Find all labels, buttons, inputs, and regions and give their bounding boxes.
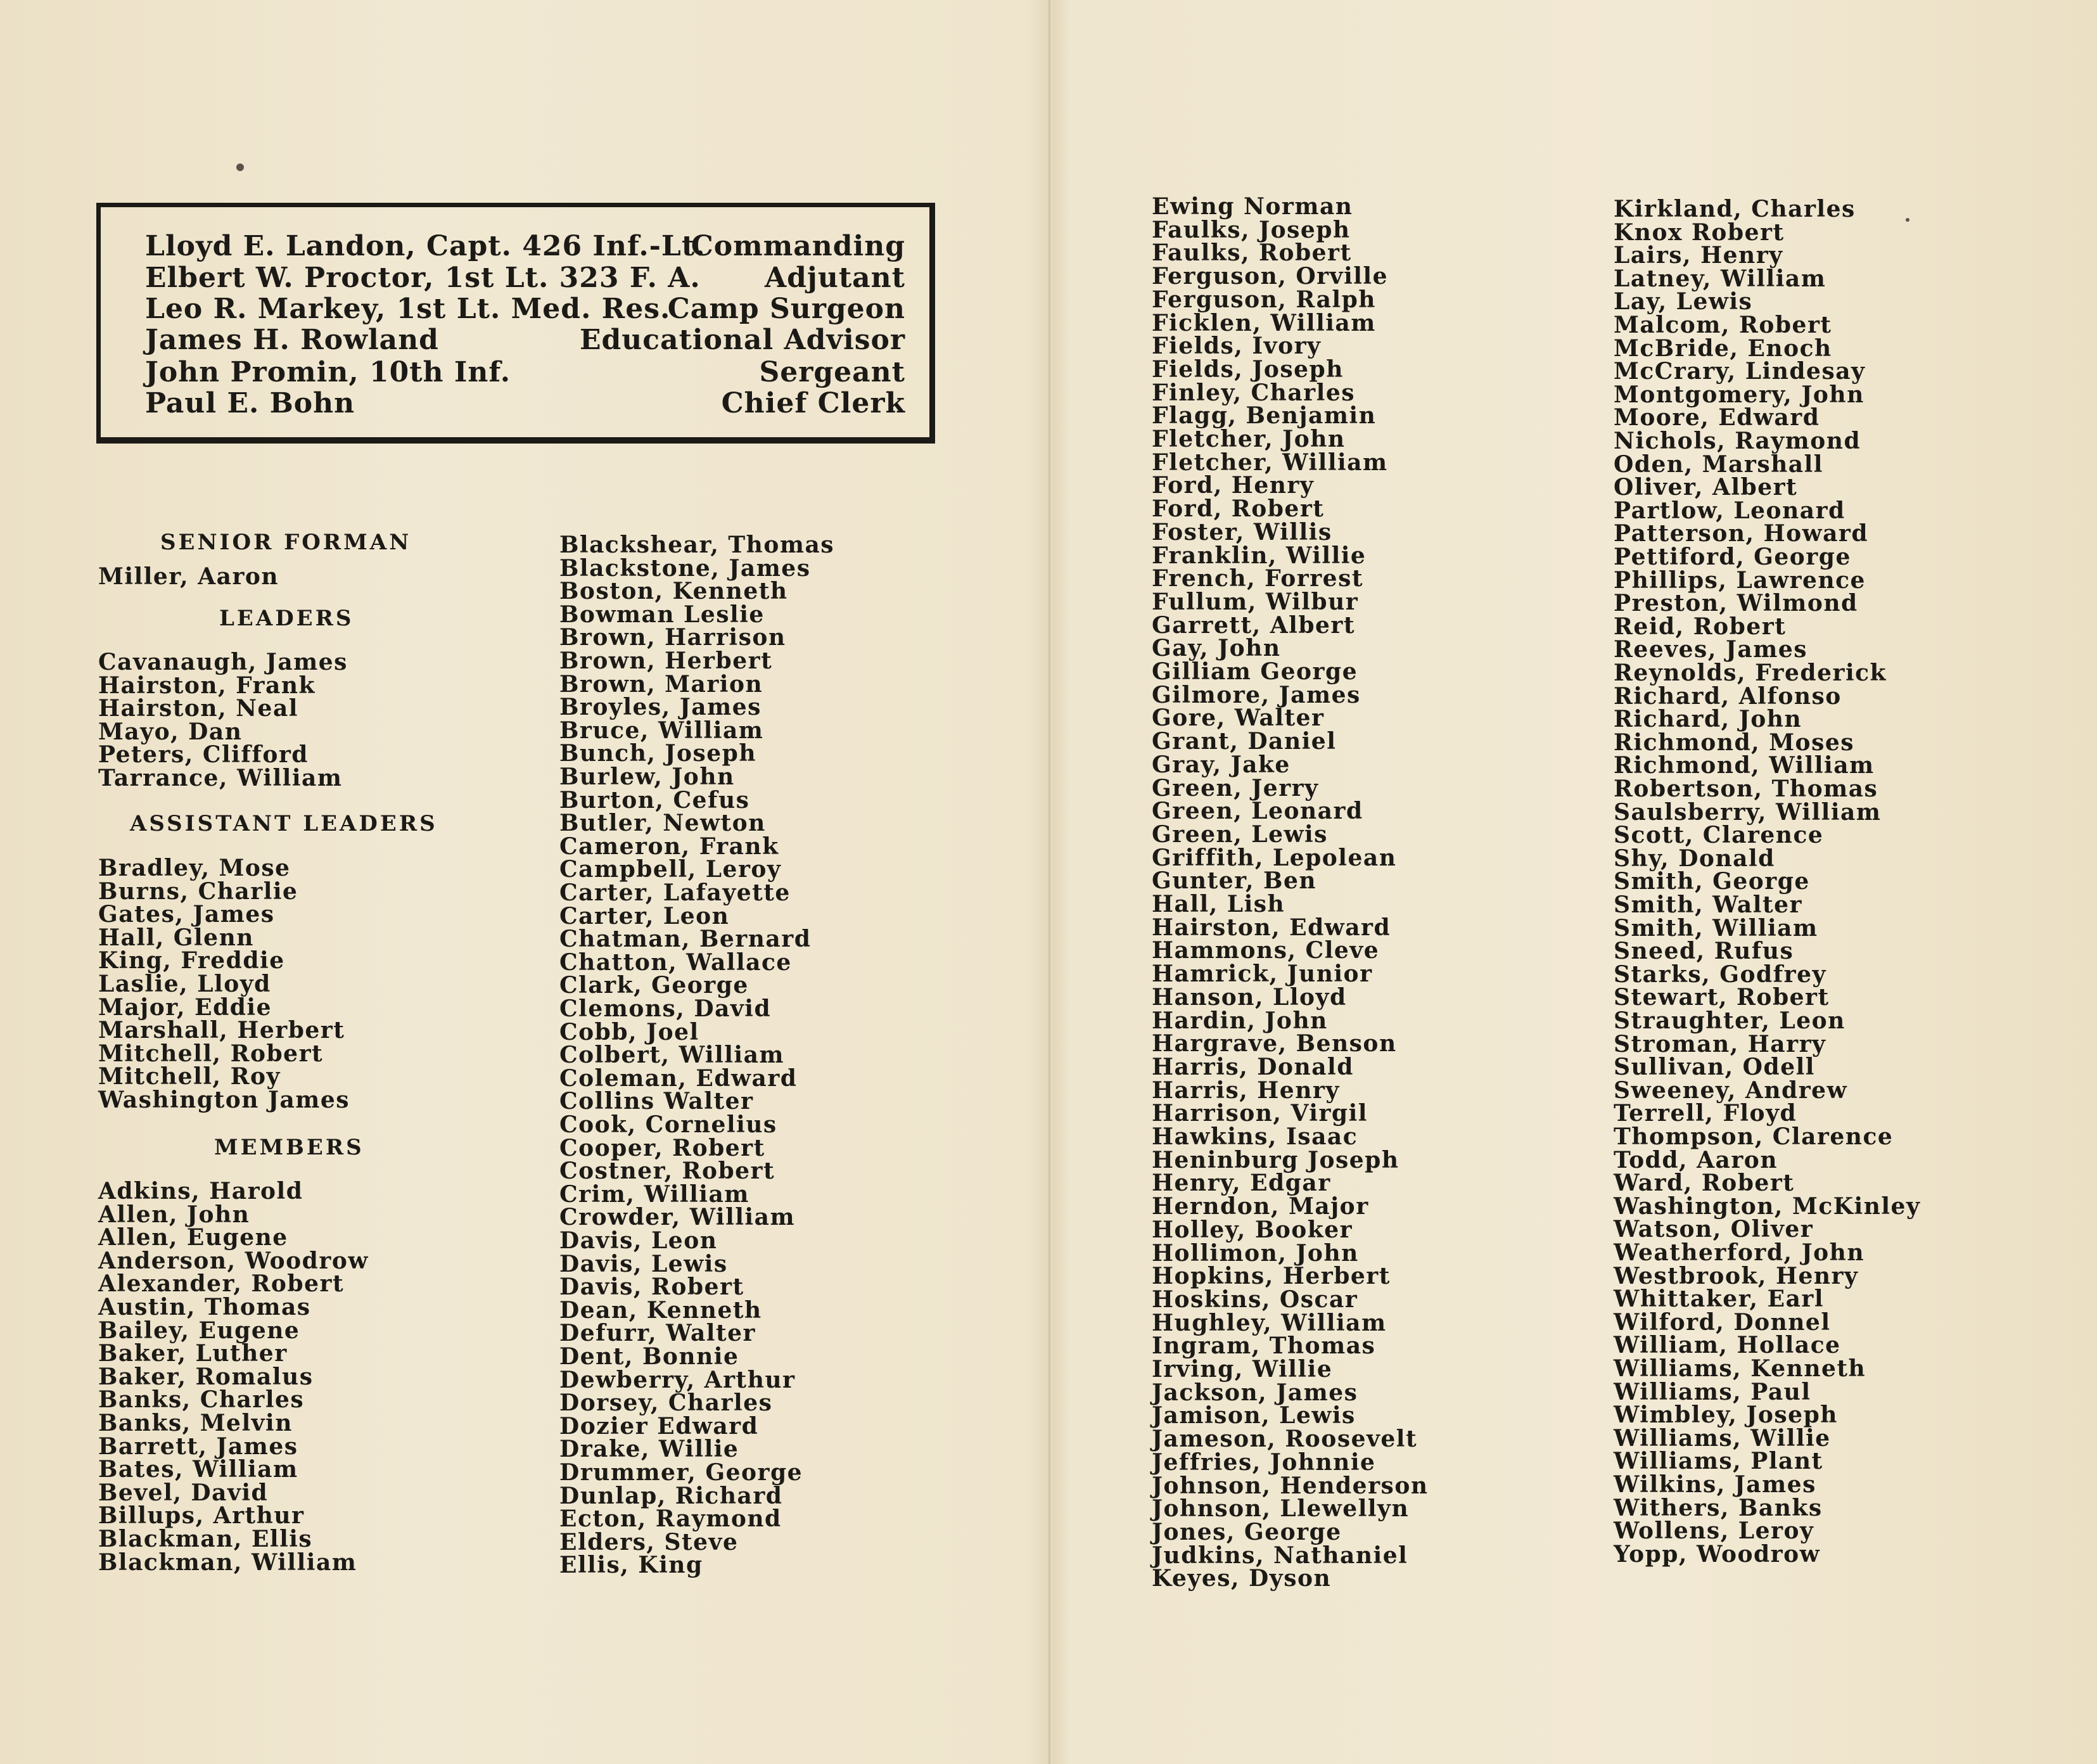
name-entry: Foster, Willis <box>1152 518 1332 546</box>
name-entry: Allen, Eugene <box>98 1224 288 1251</box>
name-entry: King, Freddie <box>98 947 285 975</box>
name-entry: Faulks, Joseph <box>1152 216 1351 243</box>
name-entry: Dent, Bonnie <box>559 1343 739 1370</box>
name-entry: Broyles, James <box>559 694 762 721</box>
officer-row <box>145 324 905 356</box>
name-entry: Dean, Kenneth <box>559 1296 762 1324</box>
name-entry: Harris, Henry <box>1152 1077 1340 1104</box>
name-entry: Kirkland, Charles <box>1614 196 1856 222</box>
name-entry: Williams, Willie <box>1614 1424 1831 1452</box>
name-entry: Oliver, Albert <box>1614 474 1798 501</box>
name-entry: Burton, Cefus <box>559 786 750 814</box>
name-entry: Hammons, Cleve <box>1152 937 1380 964</box>
name-entry: Elders, Steve <box>559 1528 739 1556</box>
name-entry: Yopp, Woodrow <box>1614 1540 1821 1568</box>
name-entry: Johnson, Llewellyn <box>1152 1495 1410 1523</box>
name-entry: Griffith, Lepolean <box>1152 844 1397 871</box>
name-entry: Franklin, Willie <box>1152 542 1367 569</box>
name-entry: Cooper, Robert <box>559 1134 765 1161</box>
name-entry: Mitchell, Robert <box>98 1040 324 1067</box>
officer-role: Chief Clerk <box>721 387 905 419</box>
name-entry: Watson, Oliver <box>1614 1216 1814 1243</box>
officer-name: John Promin, 10th Inf. <box>145 356 511 388</box>
name-entry: Williams, Kenneth <box>1614 1355 1866 1382</box>
name-entry: Davis, Robert <box>559 1274 744 1301</box>
name-entry: Starks, Godfrey <box>1614 961 1826 988</box>
name-entry: Wollens, Leroy <box>1614 1518 1814 1545</box>
name-entry: Oden, Marshall <box>1614 451 1823 478</box>
name-entry: Ingram, Thomas <box>1152 1333 1376 1360</box>
name-entry: Terrell, Floyd <box>1614 1100 1797 1127</box>
members-heading: MEMBERS <box>214 1135 364 1160</box>
name-entry: Bailey, Eugene <box>98 1317 300 1344</box>
name-entry: Davis, Leon <box>559 1227 718 1254</box>
name-entry: Ford, Henry <box>1152 472 1315 499</box>
name-entry: Hoskins, Oscar <box>1152 1286 1358 1313</box>
name-entry: Hargrave, Benson <box>1152 1030 1397 1058</box>
name-entry: Smith, Walter <box>1614 892 1802 918</box>
name-entry: Crowder, William <box>559 1204 796 1231</box>
name-entry: Clark, George <box>559 972 749 999</box>
name-entry: Dozier Edward <box>559 1412 759 1440</box>
name-entry: Blackman, William <box>98 1549 357 1576</box>
name-entry: Hairston, Neal <box>98 695 298 722</box>
name-entry: Brown, Harrison <box>559 624 786 651</box>
name-entry: Heninburg Joseph <box>1152 1146 1399 1173</box>
name-entry: Gay, John <box>1152 635 1281 662</box>
name-entry: Hairston, Frank <box>98 672 316 699</box>
name-entry: Pettiford, George <box>1614 544 1851 570</box>
name-entry: Ferguson, Ralph <box>1152 286 1376 313</box>
officer-row <box>145 262 905 294</box>
name-entry: Dorsey, Charles <box>559 1390 773 1417</box>
name-entry: Smith, George <box>1614 868 1810 895</box>
name-entry: Jameson, Roosevelt <box>1152 1426 1418 1453</box>
officer-role: Commanding <box>691 230 905 262</box>
name-entry: Dewberry, Arthur <box>559 1366 796 1393</box>
leaders-heading: LEADERS <box>219 606 354 631</box>
name-entry: Blackman, Ellis <box>98 1526 313 1552</box>
name-entry: Laslie, Lloyd <box>98 971 271 997</box>
name-entry: Straughter, Leon <box>1614 1007 1845 1034</box>
name-entry: McBride, Enoch <box>1614 335 1832 362</box>
name-entry: Defurr, Walter <box>559 1320 756 1347</box>
name-entry: Thompson, Clarence <box>1614 1123 1894 1150</box>
name-entry: Hamrick, Junior <box>1152 961 1373 988</box>
name-entry: Gray, Jake <box>1152 751 1291 778</box>
name-entry: Harris, Donald <box>1152 1053 1354 1080</box>
name-entry: Lay, Lewis <box>1614 288 1753 316</box>
name-entry: Fields, Joseph <box>1152 355 1344 383</box>
name-entry: Grant, Daniel <box>1152 728 1337 755</box>
assistant-leaders-heading: ASSISTANT LEADERS <box>130 811 438 836</box>
officer-name: Elbert W. Proctor, 1st Lt. 323 F. A. <box>145 262 701 294</box>
name-entry: Scott, Clarence <box>1614 822 1824 849</box>
name-entry: Clemons, David <box>559 995 772 1022</box>
name-entry: Sullivan, Odell <box>1614 1054 1815 1081</box>
name-entry: Richard, John <box>1614 706 1802 733</box>
name-entry: Preston, Wilmond <box>1614 590 1858 617</box>
name-entry: Burns, Charlie <box>98 878 298 905</box>
name-entry: Harrison, Virgil <box>1152 1100 1368 1127</box>
name-entry: Costner, Robert <box>559 1158 775 1185</box>
officer-role: Sergeant <box>759 356 905 388</box>
center-fold <box>1048 0 1052 1764</box>
name-entry: Finley, Charles <box>1152 379 1355 406</box>
name-entry: Bates, William <box>98 1456 298 1483</box>
name-entry: Stewart, Robert <box>1614 984 1830 1011</box>
name-entry: Judkins, Nathaniel <box>1152 1542 1408 1569</box>
name-entry: Patterson, Howard <box>1614 520 1869 547</box>
name-entry: Cameron, Frank <box>559 833 779 860</box>
name-entry: Banks, Charles <box>98 1386 305 1414</box>
name-entry: Henry, Edgar <box>1152 1170 1331 1197</box>
name-entry: Cobb, Joel <box>559 1018 699 1045</box>
name-entry: Williams, Plant <box>1614 1448 1823 1475</box>
name-entry: Bradley, Mose <box>98 855 291 881</box>
name-entry: Todd, Aaron <box>1614 1146 1778 1173</box>
name-entry: Williams, Paul <box>1614 1378 1811 1405</box>
name-entry: Moore, Edward <box>1614 404 1820 431</box>
name-entry: Hall, Lish <box>1152 891 1285 917</box>
name-entry: Coleman, Edward <box>559 1064 798 1092</box>
name-entry: Gilmore, James <box>1152 681 1361 708</box>
name-entry: Knox Robert <box>1614 219 1785 246</box>
name-entry: Carter, Leon <box>559 902 730 930</box>
name-entry: Ficklen, William <box>1152 309 1376 336</box>
officer-name: Paul E. Bohn <box>145 387 355 419</box>
name-entry: Malcom, Robert <box>1614 312 1832 338</box>
name-entry: Herndon, Major <box>1152 1193 1369 1220</box>
name-entry: Green, Leonard <box>1152 798 1363 825</box>
name-entry: Gunter, Ben <box>1152 867 1317 895</box>
name-entry: Cook, Cornelius <box>559 1111 777 1138</box>
officer-role: Educational Advisor <box>580 324 905 356</box>
name-entry: Richmond, William <box>1614 752 1875 779</box>
name-entry: McCrary, Lindesay <box>1614 358 1866 385</box>
ink-dot <box>236 163 244 171</box>
name-entry: Chatman, Bernard <box>559 926 812 953</box>
officer-row <box>145 293 905 325</box>
officer-name: James H. Rowland <box>145 324 439 356</box>
name-entry: Alexander, Robert <box>98 1270 345 1298</box>
name-entry: Baker, Romalus <box>98 1363 314 1390</box>
name-entry: Bunch, Joseph <box>559 740 756 767</box>
name-entry: Fields, Ivory <box>1152 333 1322 360</box>
name-entry: Wilkins, James <box>1614 1471 1816 1498</box>
name-entry: Nichols, Raymond <box>1614 428 1861 454</box>
name-entry: Bruce, William <box>559 717 764 744</box>
name-entry: Green, Jerry <box>1152 774 1319 802</box>
name-entry: Miller, Aaron <box>98 563 279 590</box>
name-entry: Baker, Luther <box>98 1340 288 1367</box>
name-entry: Reeves, James <box>1614 636 1808 663</box>
officer-role: Camp Surgeon <box>667 293 905 325</box>
name-entry: Robertson, Thomas <box>1614 776 1878 802</box>
name-entry: Ward, Robert <box>1614 1170 1795 1197</box>
name-entry: Johnson, Henderson <box>1152 1472 1429 1499</box>
name-entry: Wimbley, Joseph <box>1614 1402 1838 1429</box>
name-entry: Allen, John <box>98 1201 250 1228</box>
name-entry: Brown, Herbert <box>559 648 773 674</box>
name-entry: Hairston, Edward <box>1152 914 1391 941</box>
name-entry: Banks, Melvin <box>98 1410 293 1436</box>
name-entry: Hopkins, Herbert <box>1152 1263 1391 1290</box>
name-entry: Barrett, James <box>98 1433 298 1460</box>
officer-name: Leo R. Markey, 1st Lt. Med. Res. <box>145 293 671 325</box>
name-entry: Hollimon, John <box>1152 1239 1359 1267</box>
name-entry: Garrett, Albert <box>1152 611 1356 639</box>
name-entry: Cavanaugh, James <box>98 649 348 675</box>
name-entry: Ford, Robert <box>1152 495 1325 523</box>
name-entry: Green, Lewis <box>1152 821 1328 848</box>
name-entry: Reid, Robert <box>1614 613 1787 640</box>
name-entry: Shy, Donald <box>1614 845 1775 872</box>
name-entry: French, Forrest <box>1152 565 1363 592</box>
name-entry: Reynolds, Frederick <box>1614 660 1887 686</box>
name-entry: Stroman, Harry <box>1614 1030 1826 1058</box>
name-entry: Drake, Willie <box>559 1436 739 1463</box>
name-entry: Jamison, Lewis <box>1152 1402 1356 1429</box>
name-entry: Tarrance, William <box>98 765 343 791</box>
name-entry: Hughley, William <box>1152 1309 1387 1336</box>
name-entry: Adkins, Harold <box>98 1178 303 1205</box>
senior-forman-heading: SENIOR FORMAN <box>160 530 412 555</box>
name-entry: Davis, Lewis <box>559 1250 728 1277</box>
name-entry: Wilford, Donnel <box>1614 1308 1831 1336</box>
name-entry: Carter, Lafayette <box>559 879 791 906</box>
name-entry: Dunlap, Richard <box>559 1482 783 1509</box>
name-entry: Richard, Alfonso <box>1614 682 1842 710</box>
name-entry: Ferguson, Orville <box>1152 263 1389 290</box>
name-entry: Boston, Kenneth <box>559 578 788 605</box>
name-entry: Sneed, Rufus <box>1614 938 1794 965</box>
name-entry: Blackshear, Thomas <box>559 532 835 558</box>
name-entry: Montgomery, John <box>1614 381 1864 408</box>
officer-row <box>145 388 905 419</box>
name-entry: Jeffries, Johnnie <box>1152 1448 1376 1476</box>
name-entry: Hawkins, Isaac <box>1152 1123 1358 1150</box>
name-entry: Westbrook, Henry <box>1614 1262 1859 1289</box>
name-entry: Withers, Banks <box>1614 1494 1823 1521</box>
name-entry: Drummer, George <box>559 1459 803 1486</box>
name-entry: Phillips, Lawrence <box>1614 566 1866 594</box>
name-entry: Sweeney, Andrew <box>1614 1077 1848 1104</box>
name-entry: Smith, William <box>1614 914 1818 942</box>
name-entry: Jackson, James <box>1152 1379 1358 1406</box>
name-entry: Fullum, Wilbur <box>1152 588 1359 615</box>
officer-name: Lloyd E. Landon, Capt. 426 Inf.-Lt. <box>145 230 706 262</box>
name-entry: Gates, James <box>98 901 275 928</box>
name-entry: Major, Eddie <box>98 994 272 1021</box>
name-entry: Peters, Clifford <box>98 741 309 769</box>
name-entry: William, Hollace <box>1614 1332 1841 1359</box>
name-entry: Fletcher, John <box>1152 426 1346 452</box>
name-entry: Ewing Norman <box>1152 193 1353 220</box>
name-entry: Bowman Leslie <box>559 601 765 628</box>
name-entry: Saulsberry, William <box>1614 798 1882 826</box>
name-entry: Gilliam George <box>1152 658 1358 685</box>
name-entry: Hall, Glenn <box>98 924 254 951</box>
name-entry: Washington, McKinley <box>1614 1192 1921 1220</box>
name-entry: Mitchell, Roy <box>98 1063 281 1090</box>
name-entry: Gore, Walter <box>1152 705 1325 732</box>
officer-role: Adjutant <box>765 262 905 294</box>
officer-row <box>145 231 905 262</box>
name-entry: Latney, William <box>1614 265 1826 292</box>
name-entry: Ellis, King <box>559 1552 703 1579</box>
name-entry: Hanson, Lloyd <box>1152 983 1347 1011</box>
name-entry: Irving, Willie <box>1152 1356 1333 1383</box>
name-entry: Flagg, Benjamin <box>1152 402 1377 430</box>
name-entry: Anderson, Woodrow <box>98 1247 369 1274</box>
name-entry: Burlew, John <box>559 764 735 790</box>
name-entry: Jones, George <box>1152 1518 1342 1545</box>
name-entry: Billups, Arthur <box>98 1502 305 1530</box>
name-entry: Chatton, Wallace <box>559 949 792 976</box>
name-entry: Weatherford, John <box>1614 1239 1864 1266</box>
name-entry: Partlow, Leonard <box>1614 497 1845 524</box>
name-entry: Marshall, Herbert <box>98 1017 345 1044</box>
name-entry: Holley, Booker <box>1152 1216 1353 1243</box>
officers-box <box>96 203 935 444</box>
name-entry: Butler, Newton <box>559 810 766 837</box>
name-entry: Mayo, Dan <box>98 718 243 745</box>
name-entry: Fletcher, William <box>1152 449 1388 476</box>
name-entry: Faulks, Robert <box>1152 240 1352 267</box>
name-entry: Bevel, David <box>98 1479 269 1506</box>
name-entry: Austin, Thomas <box>98 1294 311 1320</box>
officer-row <box>145 357 905 388</box>
name-entry: Ecton, Raymond <box>559 1505 782 1533</box>
name-entry: Washington James <box>98 1087 350 1113</box>
name-entry: Whittaker, Earl <box>1614 1286 1825 1313</box>
ink-speck <box>1906 218 1909 222</box>
name-entry: Collins Walter <box>559 1088 754 1115</box>
name-entry: Crim, William <box>559 1180 749 1208</box>
name-entry: Richmond, Moses <box>1614 729 1855 756</box>
name-entry: Blackstone, James <box>559 554 811 582</box>
name-entry: Brown, Marion <box>559 670 763 698</box>
name-entry: Hardin, John <box>1152 1007 1328 1034</box>
name-entry: Colbert, William <box>559 1042 784 1069</box>
name-entry: Lairs, Henry <box>1614 242 1783 269</box>
name-entry: Campbell, Leroy <box>559 856 782 883</box>
name-entry: Keyes, Dyson <box>1152 1565 1332 1592</box>
